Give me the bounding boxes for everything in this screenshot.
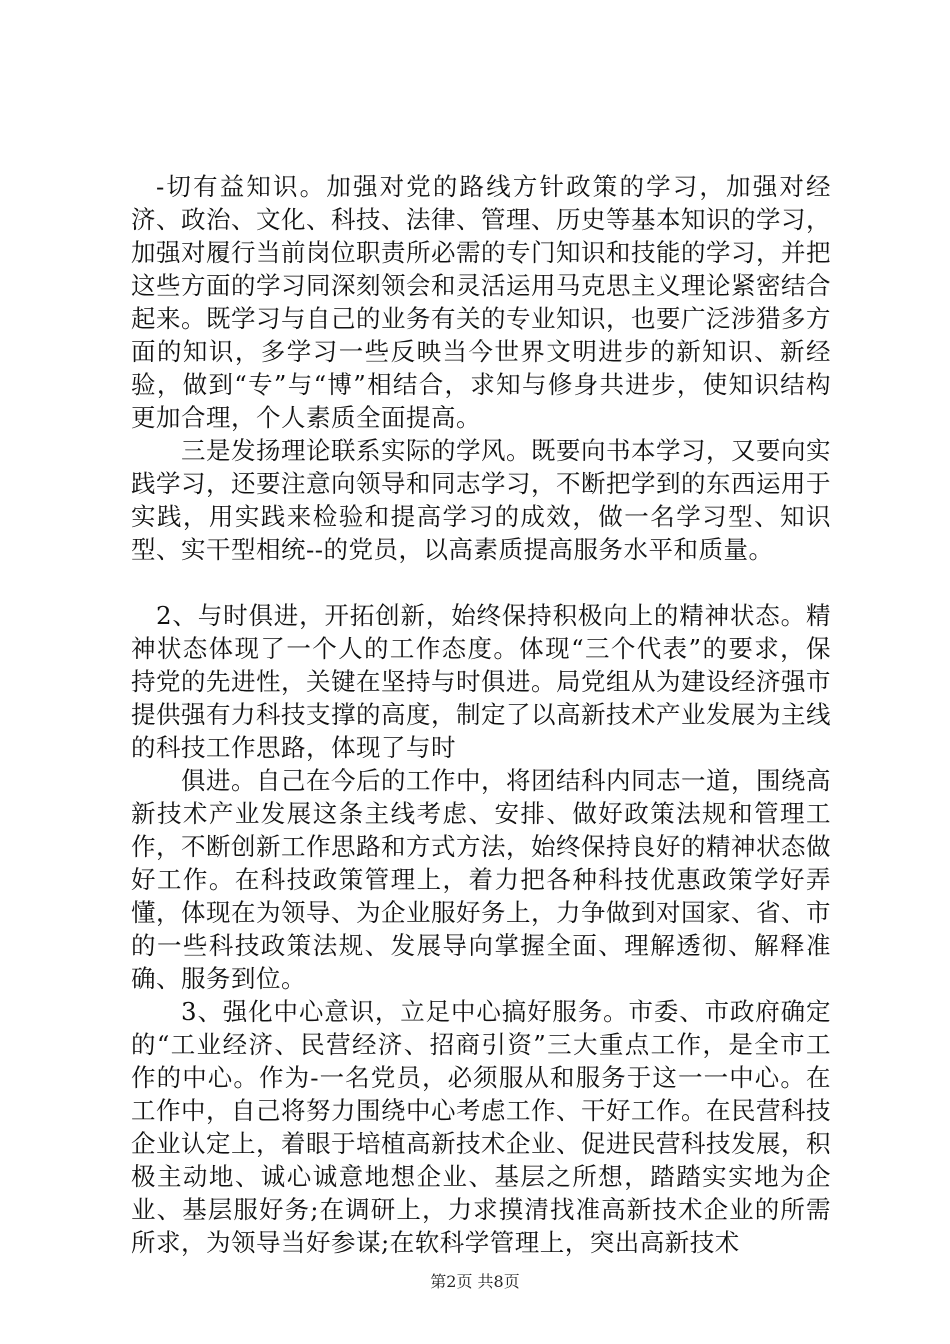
paragraph-keep-pace: 2、与时俱进，开拓创新，始终保持积极向上的精神状态。精神状态体现了一个人的工作态度。体现“三个代表”的要求，保持党的先进性，关键在坚持与时俱进。局党组从为建设经济强市提供强有力科技支撑的高度，制定了以高新技术产业发展为主线的科技工作思路，体现了与时	[131, 601, 831, 762]
page-number-footer: 第2页 共8页	[430, 1272, 520, 1291]
paragraph-center-awareness: 3、强化中心意识，立足中心搞好服务。市委、市政府确定的“工业经济、民营经济、招商引资”三大重点工作，是全市工作的中心。作为-一名党员，必须服从和服务于这一一中心。在工作中，自己将努力围绕中心考虑工作、干好工作。在民营科技企业认定上，着眼于培植高新技术企业、促进民营科技发展，积极主动地、诚心诚意地想企业、基层之所想，踏踏实实地为企业、基层服好务;在调研上，力求摸清找准高新技术企业的所需所求，为领导当好参谋;在软科学管理上，突出高新技术	[131, 997, 831, 1257]
document-body	[131, 170, 831, 1259]
paragraph-study-style: 三是发扬理论联系实际的学风。既要向书本学习，又要向实践学习，还要注意向领导和同志学习，不断把学到的东西运用于实践，用实践来检验和提高学习的成效，做一名学习型、知识型、实干型相统--的党员，以高素质提高服务水平和质量。	[131, 436, 831, 564]
paragraph-keep-pace-continued: 俱进。自己在今后的工作中，将团结科内同志一道，围绕高新技术产业发展这条主线考虑、安排、做好政策法规和管理工作，不断创新工作思路和方式方法，始终保持良好的精神状态做好工作。在科技政策管理上，着力把各种科技优惠政策学好弄懂，体现在为领导、为企业服好务上，力争做到对国家、省、市的一些科技政策法规、发展导向掌握全面、理解透彻、解释准确、服务到位。	[131, 766, 831, 993]
paragraph-gap	[131, 566, 831, 599]
paragraph-knowledge: -切有益知识。加强对党的路线方针政策的学习，加强对经济、政治、文化、科技、法律、管理、历史等基本知识的学习，加强对履行当前岗位职责所必需的专门知识和技能的学习，并把这些方面的学习同深刻领会和灵活运用马克思主义理论紧密结合起来。既学习与自己的业务有关的专业知识，也要广泛涉猎多方面的知识，多学习一些反映当今世界文明进步的新知识、新经验，做到“专”与“博”相结合，求知与修身共进步，使知识结构更加合理，个人素质全面提高。	[131, 172, 831, 432]
